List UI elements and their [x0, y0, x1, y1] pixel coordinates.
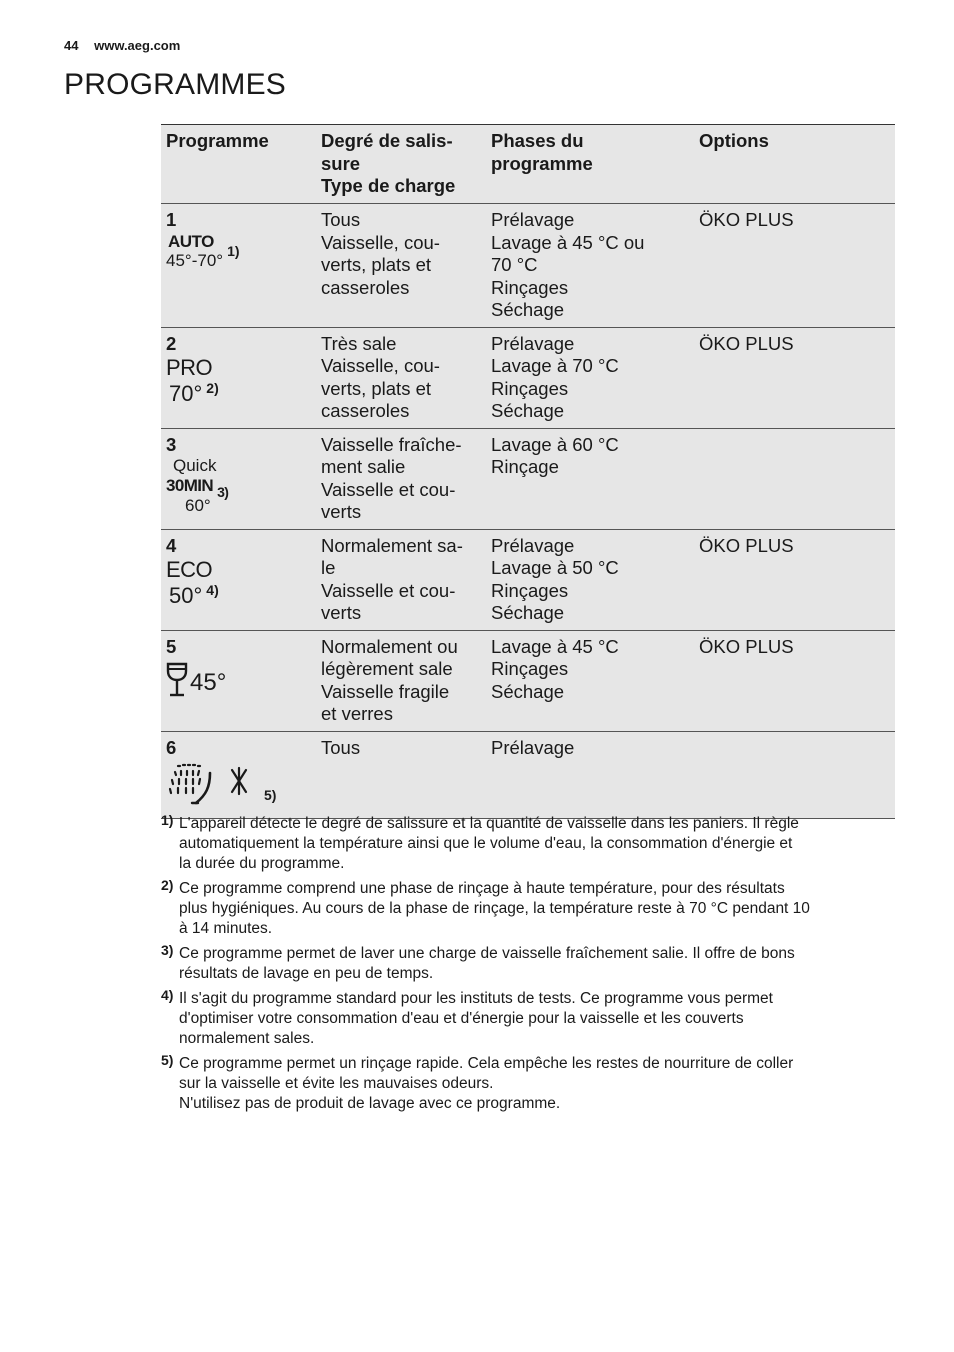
symbol-label: ECO: [166, 557, 213, 582]
glass-program-symbol: [166, 662, 311, 704]
phases-cell: Lavage à 45 °C Rinçages Séchage: [491, 635, 619, 702]
footnote-ref: 4): [206, 582, 219, 598]
table-header-row: [161, 125, 895, 204]
options-cell: ÖKO PLUS: [699, 534, 794, 556]
programme-cell: [161, 327, 316, 428]
soil-cell: Très sale Vaisselle, cou- verts, plats et casseroles: [321, 332, 440, 421]
table-row: [161, 327, 895, 428]
phases-cell: Lavage à 60 °C Rinçage: [491, 433, 619, 477]
symbol-label: PRO: [166, 355, 213, 380]
phases-cell: Prélavage Lavage à 70 °C Rinçages Séchage: [491, 332, 619, 421]
pro-program-symbol: [166, 355, 219, 409]
footnote-marker: 2): [161, 877, 174, 893]
programme-number: 2: [166, 332, 177, 354]
footnote-ref: 1): [227, 242, 240, 259]
footnote-item: [161, 1054, 901, 1114]
symbol-label: 30MIN: [166, 476, 214, 495]
website-url[interactable]: www.aeg.com: [94, 38, 181, 53]
header-soil-load: Degré de salis- sure Type de charge: [321, 130, 456, 196]
footnote-marker: 1): [161, 812, 174, 828]
options-cell: ÖKO PLUS: [699, 332, 794, 354]
programme-cell: [161, 731, 316, 818]
footnotes: [161, 814, 901, 1119]
table-row: [161, 529, 895, 630]
programme-number: 3: [166, 433, 177, 455]
programme-cell: [161, 529, 316, 630]
soil-cell: Tous Vaisselle, cou- verts, plats et casseroles: [321, 209, 440, 298]
options-cell: [694, 428, 895, 529]
symbol-temperature: 50°: [169, 583, 203, 608]
table-row: [161, 731, 895, 818]
footnote-item: [161, 879, 901, 939]
phases-cell: Prélavage Lavage à 45 °C ou 70 °C Rinçages Séchage: [491, 209, 645, 320]
programme-number: 5: [166, 635, 177, 657]
programme-number: 1: [166, 209, 177, 230]
phases-cell: Prélavage: [491, 736, 575, 758]
soil-cell: Vaisselle fraîche- ment salie Vaisselle et cou- verts: [321, 433, 462, 522]
soil-cell: Normalement ou légèrement sale Vaisselle fragile et verres: [321, 635, 458, 724]
table-row: [161, 204, 895, 328]
footnote-text: Ce programme permet de laver une charge de vaisselle fraîchement salie. Il offre de bons résultats de lavage en peu de temps.: [179, 945, 795, 982]
footnote-item: [161, 989, 901, 1049]
rinse-program-symbol: [166, 761, 311, 813]
header-phases: Phases du programme: [491, 130, 593, 174]
options-cell: ÖKO PLUS: [699, 209, 794, 230]
footnote-marker: 3): [161, 942, 174, 958]
page-title: PROGRAMMES: [64, 68, 287, 101]
table-row: [161, 630, 895, 731]
phases-cell: Prélavage Lavage à 50 °C Rinçages Séchage: [491, 534, 619, 623]
options-cell: [694, 731, 895, 818]
soil-cell: Normalement sa- le Vaisselle et cou- verts: [321, 534, 463, 623]
rinse-hold-icon: [166, 761, 264, 813]
eco-program-symbol: [166, 557, 219, 611]
programme-cell: [161, 204, 316, 328]
symbol-temperature: 60°: [185, 496, 211, 515]
footnote-text: L'appareil détecte le degré de salissure et la quantité de vaisselle dans les paniers. Il règle automatiquement la température ainsi que le volume d'eau, la consommation d'énergie et la durée du programme.: [179, 815, 799, 872]
footnote-text: Il s'agit du programme standard pour les instituts de tests. Ce programme vous permet d'optimiser votre consommation d'eau et d'énergie pour la vaisselle et les couverts normalement sales.: [179, 990, 773, 1047]
header-programme: Programme: [166, 130, 269, 151]
programme-cell: [161, 630, 316, 731]
footnote-marker: 5): [161, 1052, 174, 1068]
programme-number: 6: [166, 736, 177, 758]
table-row: [161, 428, 895, 529]
programme-cell: [161, 428, 316, 529]
wine-glass-icon: [166, 662, 188, 704]
symbol-label: AUTO: [168, 231, 214, 251]
symbol-temperature: 45°-70°: [166, 250, 224, 270]
footnote-text: Ce programme comprend une phase de rinçage à haute température, pour des résultats plus hygiéniques. Au cours de la phase de rinçage, la température reste à 70 °C pendant 10 à 14 minutes.: [179, 880, 810, 937]
header-options: Options: [699, 130, 769, 151]
footnote-ref: 2): [206, 380, 219, 396]
soil-cell: Tous: [321, 736, 361, 758]
programme-number: 4: [166, 534, 177, 556]
footnote-marker: 4): [161, 987, 174, 1003]
programmes-table: [161, 124, 895, 819]
auto-program-symbol: [166, 232, 240, 271]
page-number: 44: [64, 38, 79, 53]
symbol-temperature: 70°: [169, 381, 203, 406]
options-cell: ÖKO PLUS: [699, 635, 794, 657]
footnote-item: [161, 944, 901, 984]
symbol-small-label: Quick: [173, 456, 217, 475]
footnote-ref: 5): [264, 787, 277, 803]
footnote-text: Ce programme permet un rinçage rapide. Cela empêche les restes de nourriture de coller sur la vaisselle et évite les mauvaises odeurs. N'utilisez pas de produit de lavage avec ce programme.: [179, 1055, 794, 1112]
page-header: [64, 38, 180, 53]
quick-program-symbol: [166, 456, 228, 516]
footnote-ref: 3): [217, 484, 229, 500]
symbol-temperature: 45°: [190, 668, 227, 696]
footnote-item: [161, 814, 901, 874]
